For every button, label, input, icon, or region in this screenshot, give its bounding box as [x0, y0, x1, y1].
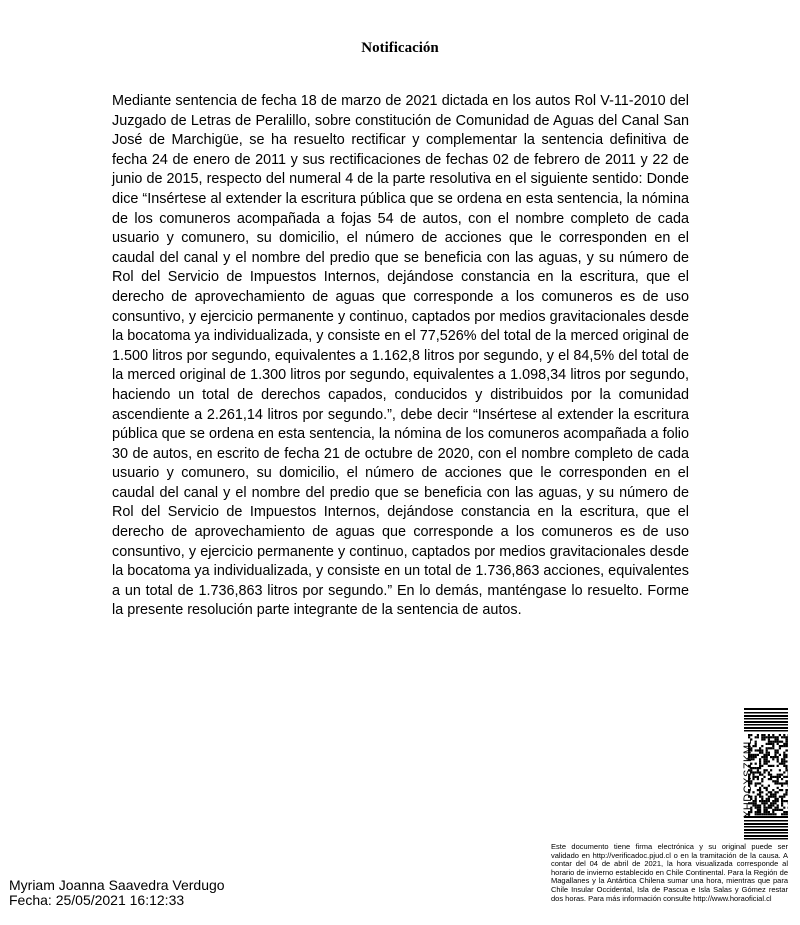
document-body: Mediante sentencia de fecha 18 de marzo de 2021 dictada en los autos Rol V-11-2010 del Juzgado de Letras de Peralillo, sobre constitución de Comunidad de Aguas del Canal San José de Marchigüe, se ha resuelto rectificar y complementar la sentencia definitiva de fecha 24 de enero de 2011 y sus rectificaciones de fechas 02 de febrero de 2011 y 22 de junio de 2015, respecto del numeral 4 de la parte resolutiva en el siguiente sentido: Donde dice “Insértese al extender la escritura pública que se ordena en esta sentencia, la nómina de los comuneros acompañada a fojas 54 de autos, con el nombre completo de cada usuario y comunero, su domicilio, el número de acciones que le corresponden en el caudal del canal y el nombre del predio que se beneficia con las aguas, y su número de Rol del Servicio de Impuestos Internos, dejándose constancia en la escritura, que el derecho de aprovechamiento de aguas que corresponde a los comuneros es de uso consuntivo, y ejercicio permanente y continuo, captados por medios gravitacionales desde la bocatoma ya individualizada, y consiste en el 77,526% del total de la merced original de 1.500 litros por segundo, equivalentes a 1.162,8 litros por segundo, y el 84,5% del total de la merced original de 1.300 litros por segundo, equivalentes a 1.098,34 litros por segundo, haciendo un total de derechos capados, conducidos y distribuidos por la comunidad ascendiente a 2.261,14 litros por segundo.”, debe decir “Insértese al extender la escritura pública que se ordena en esta sentencia, la nómina de los comuneros acompañada a folio 30 de autos, en escrito de fecha 21 de octubre de 2020, con el nombre completo de cada usuario y comunero, su domicilio, el número de acciones que le corresponden en el caudal del canal y el nombre del predio que se beneficia con las aguas, y su número de Rol del Servicio de Impuestos Internos, dejándose constancia en la escritura, que el derecho de aprovechamiento de aguas que corresponde a los comuneros es de uso consuntivo, y ejercicio permanente y continuo, captados por medios gravitacionales desde la bocatoma ya individualizada, y consiste en un total de 1.736,863 acciones, equivalentes a un total de 1.736,863 litros por segundo.” En lo demás, manténgase lo resuelto. Forme la presente resolución parte integrante de la sentencia de autos. [112, 93, 689, 619]
verification-notice: Este documento tiene firma electrónica y su original puede ser validado en http://verificadoc.pjud.cl o en la tramitación de la causa. A contar del 04 de abril de 2021, la hora visualizada corresponde al horario de invierno establecido en Chile Continental. Para la Región de Magallanes y la Antártica Chilena sumar una hora, mientras que para Chile Insular Occidental, Isla de Pascua e Isla Salas y Gómez restar dos horas. Para más información consulte http://www.horaoficial.cl [551, 842, 788, 903]
signer-block [9, 878, 225, 908]
verification-code: XHDCXSZKML [742, 737, 754, 818]
document-title: Notificación [361, 40, 439, 56]
signer-name: Myriam Joanna Saavedra Verdugo [9, 877, 225, 893]
signature-date: Fecha: 25/05/2021 16:12:33 [9, 892, 185, 908]
